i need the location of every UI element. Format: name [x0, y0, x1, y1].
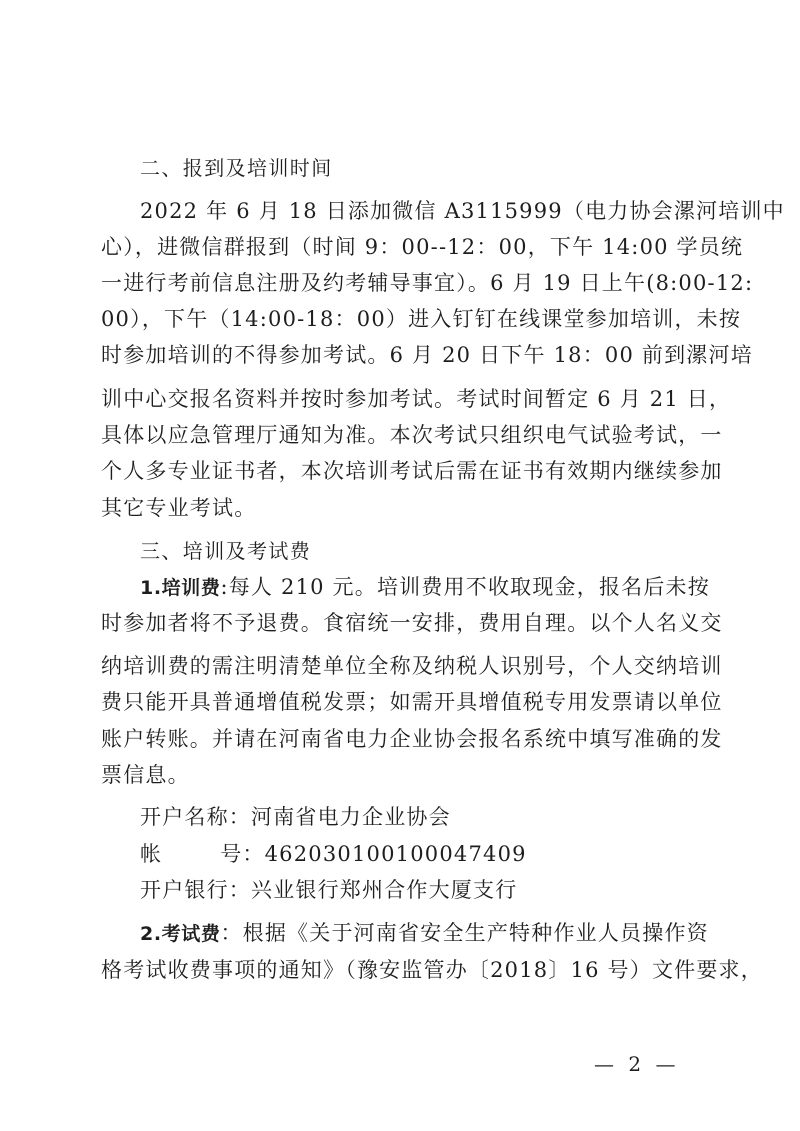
section-2-line-1: 2022 年 6 月 18 日添加微信 A3115999（电力协会漯河培训中	[140, 199, 785, 223]
fee-item-1-line-1	[140, 573, 710, 602]
account-name: 开户名称：河南省电力企业协会	[140, 805, 451, 829]
bank-name: 开户银行：兴业银行郑州合作大厦支行	[140, 878, 518, 902]
fee-item-2-line-2: 格考试收费事项的通知》（豫安监管办〔2018〕16 号）文件要求，	[101, 958, 763, 982]
training-fee-label: 1.培训费	[140, 577, 221, 599]
exam-fee-label: 2.考试费	[140, 923, 221, 945]
section-2-line-2: 心），进微信群报到（时间 9：00--12：00，下午 14:00 学员统	[101, 235, 744, 259]
fee-item-1-line-4: 费只能开具普通增值税发票；如需开具增值税专用发票请以单位	[101, 690, 723, 714]
section-2-line-3: 一进行考前信息注册及约考辅导事宜）。6 月 19 日上午(8:00-12:	[101, 271, 754, 295]
exam-fee-text: ：根据《关于河南省安全生产特种作业人员操作资	[220, 921, 709, 945]
fee-item-1-line-5: 账户转账。并请在河南省电力企业协会报名系统中填写准确的发	[101, 727, 723, 751]
section-2-line-6: 训中心交报名资料并按时参加考试。考试时间暂定 6 月 21 日，	[101, 387, 732, 411]
section-2-line-5: 时参加培训的不得参加考试。6 月 20 日下午 18：00 前到漯河培	[101, 343, 753, 367]
page-number: — 2 —	[594, 1052, 680, 1076]
fee-item-1-line-6: 票信息。	[101, 763, 190, 787]
training-fee-text: :每人 210 元。培训费用不收取现金，报名后未按	[220, 575, 710, 599]
section-2-line-7: 具体以应急管理厅通知为准。本次考试只组织电气试验考试，一	[101, 423, 723, 447]
fee-item-1-line-2: 时参加者将不予退费。食宿统一安排，费用自理。以个人名义交	[101, 611, 723, 635]
account-number-row	[140, 840, 527, 868]
fee-item-1-line-3: 纳培训费的需注明清楚单位全称及纳税人识别号，个人交纳培训	[101, 654, 723, 678]
account-number-label: 帐	[140, 842, 163, 866]
account-number: 号：462030100100047409	[220, 842, 527, 866]
section-2-heading: 二、报到及培训时间	[140, 156, 333, 180]
section-2-line-9: 其它专业考试。	[101, 496, 257, 520]
section-2-line-8: 个人多专业证书者，本次培训考试后需在证书有效期内继续参加	[101, 459, 723, 483]
fee-item-2-line-1	[140, 919, 709, 948]
section-2-line-4: 00），下午（14:00-18：00）进入钉钉在线课堂参加培训，未按	[101, 307, 742, 331]
section-3-heading: 三、培训及考试费	[140, 539, 312, 563]
